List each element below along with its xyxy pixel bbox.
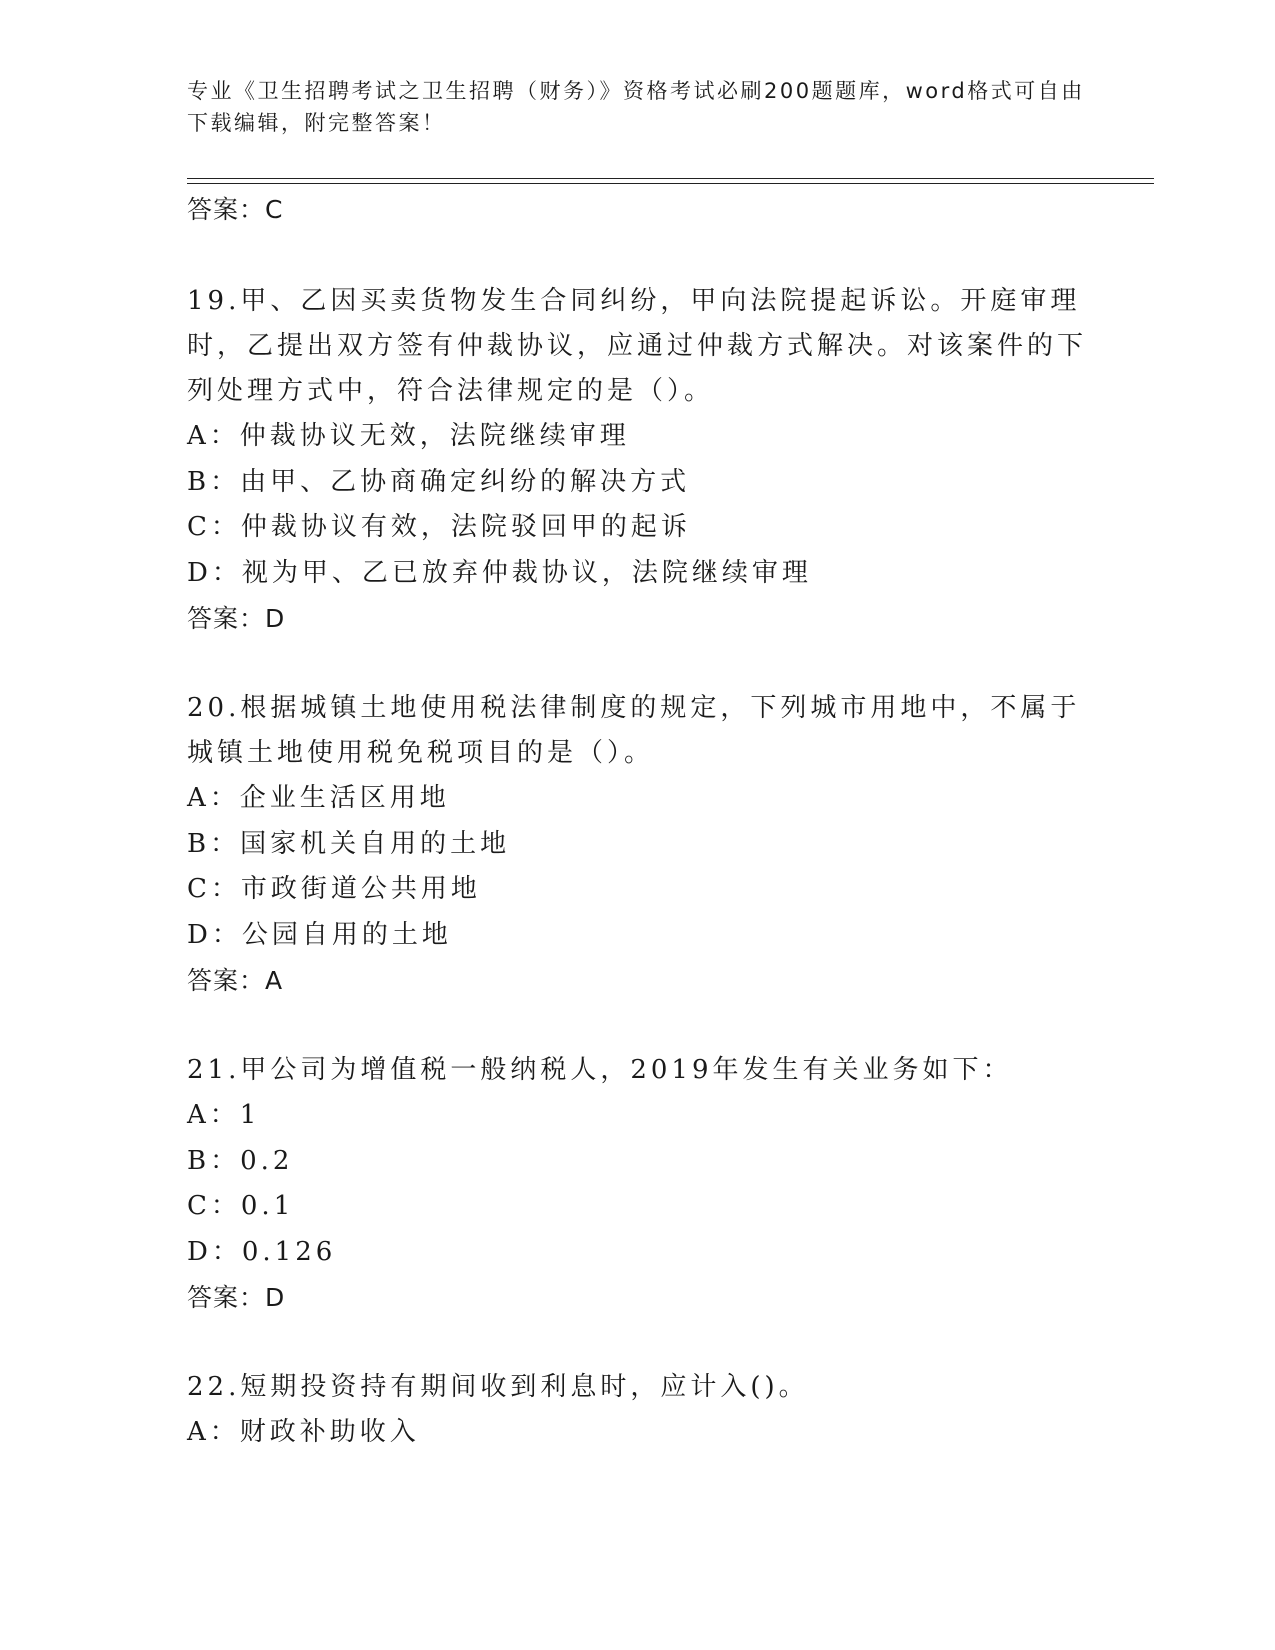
- answer-label: 答案：D: [187, 604, 286, 633]
- header-rule-bottom: [187, 183, 1154, 184]
- question-stem: 20.根据城镇土地使用税法律制度的规定，下列城市用地中，不属于城镇土地使用税免税项目的是（）。: [187, 693, 1081, 768]
- option-a: A：企业生活区用地: [187, 783, 450, 813]
- option-b: B：0.2: [187, 1145, 294, 1176]
- answer-label: 答案：C: [187, 195, 284, 224]
- question-block: [187, 1048, 1107, 1321]
- option-b: B：国家机关自用的土地: [187, 828, 511, 859]
- option-d: D：视为甲、乙已放弃仲裁协议，法院继续审理: [187, 557, 812, 588]
- question-block: [187, 686, 1107, 1004]
- option-c: C：0.1: [187, 1191, 295, 1221]
- question-list: [187, 187, 1107, 1456]
- answer-label: 答案：A: [187, 966, 284, 995]
- document-header: 专业《卫生招聘考试之卫生招聘（财务）》资格考试必刷200题题库，word格式可自由下载编辑，附完整答案！: [187, 79, 1085, 135]
- option-c: C：仲裁协议有效，法院驳回甲的起诉: [187, 512, 691, 542]
- option-b: B：由甲、乙协商确定纠纷的解决方式: [187, 466, 691, 497]
- header-rule-top: [187, 178, 1154, 179]
- question-block: [187, 1365, 1107, 1456]
- question-stem: 21.甲公司为增值税一般纳税人，2019年发生有关业务如下：: [187, 1055, 1013, 1085]
- question-stem: 19.甲、乙因买卖货物发生合同纠纷，甲向法院提起诉讼。开庭审理时，乙提出双方签有仲裁协议，应通过仲裁方式解决。对该案件的下列处理方式中，符合法律规定的是（）。: [187, 286, 1088, 406]
- option-d: D：0.126: [187, 1236, 337, 1267]
- option-d: D：公园自用的土地: [187, 919, 452, 950]
- option-a: A：仲裁协议无效，法院继续审理: [187, 421, 630, 451]
- question-block: [187, 279, 1107, 642]
- option-a: A：1: [187, 1100, 261, 1130]
- question-stem: 22.短期投资持有期间收到利息时，应计入()。: [187, 1372, 809, 1402]
- option-a: A：财政补助收入: [187, 1417, 420, 1447]
- answer-label: 答案：D: [187, 1283, 286, 1312]
- option-c: C：市政街道公共用地: [187, 874, 481, 904]
